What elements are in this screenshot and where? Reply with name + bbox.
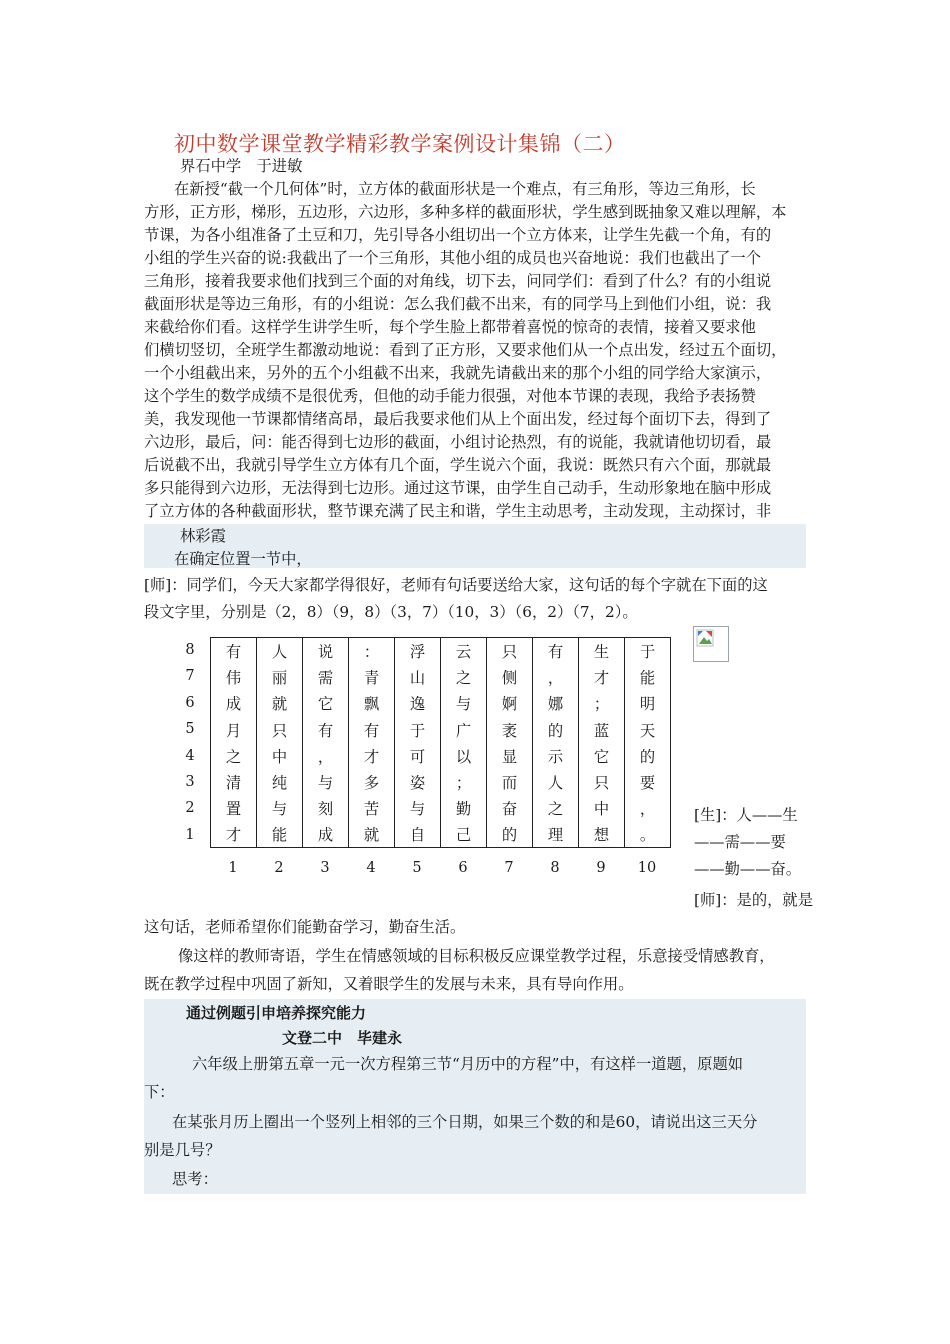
grid-cell: 之	[441, 664, 487, 690]
grid-cell: 的	[533, 716, 579, 742]
grid-cell: 才	[579, 664, 625, 690]
grid-cell: 成	[303, 822, 349, 848]
grid-cell: 之	[211, 743, 257, 769]
grid-cell: 浮	[395, 638, 441, 664]
grid-x-label: 4	[366, 860, 376, 876]
grid-cell: 伟	[211, 664, 257, 690]
grid-cell: 就	[257, 690, 303, 716]
grid-cell: 云	[441, 638, 487, 664]
body-line: 三角形，接着我要求他们找到三个面的对角线，切下去，问同学们：看到了什么？有的小组说	[144, 272, 772, 290]
section-three-author: 文登二中 毕建永	[282, 1029, 403, 1047]
grid-cell: 它	[303, 690, 349, 716]
grid-cell: 才	[349, 743, 395, 769]
grid-cell: 示	[533, 743, 579, 769]
grid-cell: 与	[257, 795, 303, 821]
character-grid	[210, 637, 671, 848]
grid-cell: 成	[211, 690, 257, 716]
grid-cell: 可	[395, 743, 441, 769]
grid-cell: 多	[349, 769, 395, 795]
grid-row	[211, 638, 671, 664]
grid-y-label: 7	[185, 668, 195, 684]
grid-cell: 勤	[441, 795, 487, 821]
body-line: 截面形状是等边三角形，有的小组说：怎么我们截不出来，有的同学马上到他们小组，说：我	[144, 295, 772, 313]
grid-cell: 想	[579, 822, 625, 848]
grid-y-label: 6	[185, 695, 195, 711]
section-three-line: 思考：	[172, 1170, 218, 1188]
grid-cell: ；	[579, 690, 625, 716]
grid-row	[211, 795, 671, 821]
grid-cell: 广	[441, 716, 487, 742]
grid-row	[211, 664, 671, 690]
grid-cell: ：	[349, 638, 395, 664]
grid-cell: 与	[395, 795, 441, 821]
student-answer-line: ——需——要	[694, 833, 786, 851]
grid-cell: 生	[579, 638, 625, 664]
grid-cell: 能	[257, 822, 303, 848]
grid-cell: 姿	[395, 769, 441, 795]
body-line: 这个学生的数学成绩不是很优秀，但他的动手能力很强，对他本节课的表现，我给予表扬赞	[144, 387, 756, 405]
body-line: 小组的学生兴奋的说:我截出了一个三角形，其他小组的成员也兴奋地说：我们也截出了一个	[144, 249, 762, 267]
paragraph-line: 像这样的教师寄语，学生在情感领域的目标积极反应课堂教学过程，乐意接受情感教育，	[178, 947, 775, 965]
grid-y-label: 1	[185, 827, 195, 843]
grid-cell: 它	[579, 743, 625, 769]
body-line: 们横切竖切，全班学生都激动地说：看到了正方形，又要求他们从一个点出发，经过五个面切，	[144, 341, 787, 359]
grid-x-label: 7	[504, 860, 514, 876]
grid-cell: 要	[625, 769, 671, 795]
grid-cell: 与	[441, 690, 487, 716]
grid-y-label: 2	[185, 800, 195, 816]
grid-row	[211, 743, 671, 769]
grid-row	[211, 822, 671, 848]
grid-cell: 能	[625, 664, 671, 690]
grid-cell: 逸	[395, 690, 441, 716]
grid-cell: 人	[257, 638, 303, 664]
grid-cell: 才	[211, 822, 257, 848]
body-line: 了立方体的各种截面形状，整节课充满了民主和谐，学生主动思考，主动发现，主动探讨，非	[144, 502, 772, 520]
grid-cell: 说	[303, 638, 349, 664]
teacher-reply: [师]：是的，就是	[694, 891, 814, 909]
section-three-shade	[144, 999, 806, 1194]
section-one-author: 界石中学 于进敏	[180, 157, 303, 175]
grid-y-label: 8	[185, 642, 195, 658]
grid-cell: 。	[625, 822, 671, 848]
grid-cell: 以	[441, 743, 487, 769]
body-line: 节课，为各小组准备了土豆和刀，先引导各小组切出一个立方体来，让学生先截一个角，有的	[144, 226, 772, 244]
grid-cell: 与	[303, 769, 349, 795]
grid-x-label: 9	[596, 860, 606, 876]
grid-cell: 理	[533, 822, 579, 848]
paragraph-line: 既在教学过程中巩固了新知，又着眼学生的发展与未来，具有导向作用。	[144, 975, 634, 993]
grid-cell: 月	[211, 716, 257, 742]
section-three-line: 下：	[144, 1083, 175, 1101]
student-answer-line: ——勤——奋。	[694, 860, 802, 878]
body-line: 一个小组截出来，另外的五个小组截不出来，我就先请截出来的那个小组的同学给大家演示，	[144, 364, 772, 382]
section-three-heading: 通过例题引申培养探究能力	[186, 1004, 367, 1022]
grid-y-label: 3	[185, 774, 195, 790]
grid-cell: 需	[303, 664, 349, 690]
grid-cell: 于	[395, 716, 441, 742]
grid-row	[211, 769, 671, 795]
section-three-line: 别是几号？	[144, 1141, 221, 1159]
grid-row	[211, 716, 671, 742]
student-answer-line: [生]：人——生	[694, 806, 798, 824]
body-line: 方形，正方形，梯形，五边形，六边形，多种多样的截面形状，学生感到既抽象又难以理解，本	[144, 203, 787, 221]
body-line: 后说截不出，我就引导学生立方体有几个面，学生说六个面，我说：既然只有六个面，那就最	[144, 456, 772, 474]
grid-cell: 有	[533, 638, 579, 664]
body-line: 六边形，最后，问：能否得到七边形的截面，小组讨论热烈，有的说能，我就请他切切看，最	[144, 433, 772, 451]
grid-cell: 只	[487, 638, 533, 664]
grid-cell: 的	[487, 822, 533, 848]
grid-cell: 袤	[487, 716, 533, 742]
continuation-line: 这句话，老师希望你们能勤奋学习，勤奋生活。	[144, 918, 466, 936]
grid-cell: 显	[487, 743, 533, 769]
grid-cell: 蓝	[579, 716, 625, 742]
section-two-intro: 在确定位置一节中，	[174, 550, 312, 568]
grid-y-label: 4	[185, 748, 195, 764]
grid-cell: 只	[579, 769, 625, 795]
grid-cell: 己	[441, 822, 487, 848]
grid-cell: 青	[349, 664, 395, 690]
grid-cell: 有	[303, 716, 349, 742]
grid-cell: 刻	[303, 795, 349, 821]
grid-cell: 中	[257, 743, 303, 769]
grid-cell: ；	[441, 769, 487, 795]
grid-cell: 有	[349, 716, 395, 742]
section-three-line: 六年级上册第五章一元一次方程第三节“月历中的方程”中，有这样一道题，原题如	[192, 1055, 744, 1073]
grid-x-label: 3	[320, 860, 330, 876]
grid-cell: 自	[395, 822, 441, 848]
page-title: 初中数学课堂教学精彩教学案例设计集锦（二）	[174, 132, 626, 156]
grid-cell: 就	[349, 822, 395, 848]
grid-cell: 之	[533, 795, 579, 821]
grid-cell: 人	[533, 769, 579, 795]
body-line: 美，我发现他一节课都情绪高昂，最后我要求他们从上个面出发，经过每个面切下去，得到了	[144, 410, 772, 428]
section-three-line: 在某张月历上圈出一个竖列上相邻的三个日期，如果三个数的和是60，请说出这三天分	[172, 1113, 758, 1131]
grid-cell: 清	[211, 769, 257, 795]
body-line: 在新授“截一个几何体”时，立方体的截面形状是一个难点，有三角形，等边三角形，长	[174, 180, 756, 198]
grid-x-label: 5	[412, 860, 422, 876]
grid-cell: 而	[487, 769, 533, 795]
grid-cell: 有	[211, 638, 257, 664]
grid-cell: 丽	[257, 664, 303, 690]
grid-cell: 于	[625, 638, 671, 664]
grid-y-label: 5	[185, 721, 195, 737]
grid-cell: 纯	[257, 769, 303, 795]
grid-x-label: 2	[274, 860, 284, 876]
grid-cell: 明	[625, 690, 671, 716]
grid-cell: 苦	[349, 795, 395, 821]
grid-x-label: 10	[637, 860, 657, 876]
body-line: 来截给你们看。这样学生讲学生听，每个学生脸上都带着喜悦的惊奇的表情，接着又要求他	[144, 318, 756, 336]
grid-cell: ，	[625, 795, 671, 821]
grid-cell: 置	[211, 795, 257, 821]
grid-cell: ，	[303, 743, 349, 769]
grid-cell: 奋	[487, 795, 533, 821]
grid-cell: 娜	[533, 690, 579, 716]
grid-cell: ，	[533, 664, 579, 690]
grid-cell: 只	[257, 716, 303, 742]
body-line: 多只能得到六边形，无法得到七边形。通过这节课，由学生自己动手，生动形象地在脑中形成	[144, 479, 772, 497]
grid-cell: 的	[625, 743, 671, 769]
teacher-line: [师]：同学们，今天大家都学得很好，老师有句话要送给大家，这句话的每个字就在下面的这	[144, 576, 768, 594]
grid-row	[211, 690, 671, 716]
grid-cell: 飘	[349, 690, 395, 716]
broken-image-icon	[693, 626, 729, 662]
grid-x-label: 1	[228, 860, 238, 876]
section-two-author: 林彩霞	[180, 527, 226, 545]
grid-cell: 婀	[487, 690, 533, 716]
teacher-line: 段文字里，分别是（2，8）（9，8）（3，7）（10，3）（6，2）（7，2）。	[144, 603, 638, 621]
grid-cell: 天	[625, 716, 671, 742]
grid-x-label: 6	[458, 860, 468, 876]
grid-x-label: 8	[550, 860, 560, 876]
grid-cell: 侧	[487, 664, 533, 690]
grid-cell: 山	[395, 664, 441, 690]
grid-cell: 中	[579, 795, 625, 821]
